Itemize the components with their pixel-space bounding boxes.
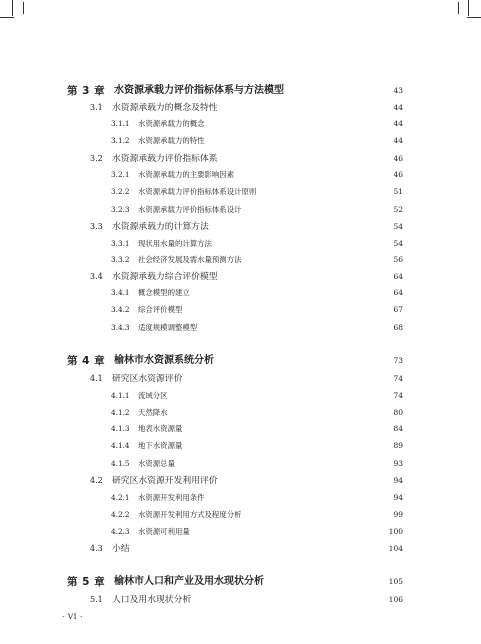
- toc-entry-page-number: 56: [393, 255, 403, 264]
- toc-entry-number: 5.1: [90, 595, 103, 604]
- toc-subsection-entry[interactable]: [0, 421, 481, 437]
- toc-subsection-entry[interactable]: [0, 252, 481, 268]
- toc-entry-number: 3.2: [90, 154, 103, 163]
- toc-section-entry[interactable]: [0, 473, 481, 489]
- toc-entry-number: 3.3.2: [111, 255, 130, 264]
- toc-entry-number: 4.3: [90, 544, 103, 553]
- toc-entry-page-number: 80: [393, 408, 403, 417]
- toc-entry-title: 水资源可利用量: [138, 527, 190, 536]
- toc-entry-number: 3.4.2: [111, 305, 130, 314]
- toc-entry-number: 4.2.3: [111, 527, 130, 536]
- toc-section-entry[interactable]: [0, 592, 481, 608]
- toc-subsection-entry[interactable]: [0, 524, 481, 540]
- toc-entry-title: 榆林市人口和产业及用水现状分析: [114, 576, 264, 587]
- toc-entry-number: 4.2: [90, 476, 103, 485]
- toc-subsection-entry[interactable]: [0, 167, 481, 183]
- toc-entry-title: 水资源承载力的概念: [138, 119, 205, 128]
- toc-entry-number: 4.2.1: [111, 493, 130, 502]
- toc-subsection-entry[interactable]: [0, 202, 481, 218]
- toc-chapter-entry[interactable]: [0, 574, 481, 590]
- toc-subsection-entry[interactable]: [0, 438, 481, 454]
- toc-entry-title: 研究区水资源评价: [112, 374, 183, 384]
- toc-entry-page-number: 105: [388, 577, 403, 586]
- toc-entry-number: 4.1.3: [111, 424, 130, 433]
- toc-entry-title: 水资源承载力的概念及特性: [112, 103, 218, 113]
- toc-entry-title: 社会经济发展及需水量预测方法: [138, 255, 242, 264]
- toc-entry-page-number: 46: [393, 154, 403, 163]
- toc-entry-title: 水资源承载力的主要影响因素: [138, 170, 235, 179]
- toc-entry-number: 3.1.2: [111, 136, 130, 145]
- toc-chapter-entry[interactable]: [0, 83, 481, 99]
- toc-section-entry[interactable]: [0, 151, 481, 167]
- toc-entry-number: 3.1.1: [111, 119, 130, 128]
- toc-entry-title: 综合评价模型: [138, 305, 183, 314]
- toc-entry-page-number: 74: [393, 391, 403, 400]
- toc-entry-title: 水资源开发利用方式及程度分析: [138, 510, 242, 519]
- toc-entry-page-number: 89: [393, 441, 403, 450]
- toc-entry-title: 现状用水量的计算方法: [138, 239, 212, 248]
- toc-entry-page-number: 46: [393, 170, 403, 179]
- toc-entry-number: 3.2.3: [111, 205, 130, 214]
- toc-entry-title: 研究区水资源开发利用评价: [112, 476, 218, 486]
- toc-entry-title: 水资源总量: [138, 459, 175, 468]
- toc-entry-title: 水资源承载力评价指标体系与方法模型: [114, 85, 284, 96]
- toc-entry-page-number: 68: [393, 323, 403, 332]
- toc-subsection-entry[interactable]: [0, 320, 481, 336]
- toc-entry-title: 流域分区: [138, 391, 168, 400]
- toc-entry-title: 地表水资源量: [138, 424, 183, 433]
- toc-entry-page-number: 93: [393, 459, 403, 468]
- toc-entry-number: 3.2.1: [111, 170, 130, 179]
- toc-entry-title: 地下水资源量: [138, 441, 183, 450]
- toc-entry-title: 水资源承载力的计算方法: [112, 222, 209, 232]
- toc-entry-page-number: 54: [393, 239, 403, 248]
- toc-entry-number: 第 5 章: [67, 576, 106, 588]
- toc-entry-number: 4.1.4: [111, 441, 130, 450]
- toc-subsection-entry[interactable]: [0, 405, 481, 421]
- toc-entry-number: 3.4: [90, 272, 103, 281]
- toc-entry-page-number: 64: [393, 288, 403, 297]
- toc-section-entry[interactable]: [0, 100, 481, 116]
- toc-entry-title: 水资源承载力评价指标体系设计原则: [138, 187, 257, 196]
- toc-entry-page-number: 51: [393, 187, 403, 196]
- toc-entry-page-number: 44: [393, 103, 403, 112]
- toc-entry-number: 第 4 章: [67, 355, 106, 367]
- toc-entry-title: 水资源承载力评价指标体系设计: [138, 205, 242, 214]
- toc-entry-number: 4.2.2: [111, 510, 130, 519]
- toc-subsection-entry[interactable]: [0, 490, 481, 506]
- toc-section-entry[interactable]: [0, 541, 481, 557]
- toc-entry-number: 4.1.1: [111, 391, 130, 400]
- toc-entry-number: 3.3.1: [111, 239, 130, 248]
- toc-entry-title: 榆林市水资源系统分析: [114, 355, 214, 366]
- toc-entry-page-number: 54: [393, 222, 403, 231]
- toc-entry-page-number: 44: [393, 136, 403, 145]
- toc-entry-title: 水资源开发利用条件: [138, 493, 205, 502]
- toc-entry-title: 水资源承载力综合评价模型: [112, 272, 218, 282]
- toc-entry-page-number: 67: [393, 305, 403, 314]
- toc-entry-page-number: 43: [393, 86, 403, 95]
- page-number-footer: · VI ·: [62, 612, 83, 621]
- toc-entry-title: 水资源承载力的特性: [138, 136, 205, 145]
- toc-entry-title: 适度规模调整模型: [138, 323, 198, 332]
- toc-entry-page-number: 94: [393, 493, 403, 502]
- toc-chapter-entry[interactable]: [0, 353, 481, 369]
- toc-section-entry[interactable]: [0, 269, 481, 285]
- toc-entry-title: 天然降水: [138, 408, 168, 417]
- toc-subsection-entry[interactable]: [0, 507, 481, 523]
- toc-entry-page-number: 104: [388, 544, 403, 553]
- toc-subsection-entry[interactable]: [0, 184, 481, 200]
- toc-entry-title: 人口及用水现状分析: [112, 595, 192, 605]
- toc-entry-page-number: 106: [388, 595, 403, 604]
- toc-section-entry[interactable]: [0, 219, 481, 235]
- toc-entry-title: 小结: [112, 544, 130, 554]
- toc-entry-page-number: 94: [393, 476, 403, 485]
- toc-entry-number: 4.1.5: [111, 459, 130, 468]
- toc-entry-number: 3.3: [90, 222, 103, 231]
- toc-entry-page-number: 74: [393, 374, 403, 383]
- toc-entry-number: 4.1.2: [111, 408, 130, 417]
- toc-subsection-entry[interactable]: [0, 236, 481, 252]
- toc-entry-page-number: 64: [393, 272, 403, 281]
- toc-entry-number: 3.4.3: [111, 323, 130, 332]
- toc-subsection-entry[interactable]: [0, 116, 481, 132]
- toc-subsection-entry[interactable]: [0, 456, 481, 472]
- toc-entry-title: 水资源承载力评价指标体系: [112, 154, 218, 164]
- toc-entry-number: 4.1: [90, 374, 103, 383]
- toc-entry-page-number: 84: [393, 424, 403, 433]
- toc-entry-page-number: 73: [393, 356, 403, 365]
- toc-entry-page-number: 44: [393, 119, 403, 128]
- toc-entry-number: 3.2.2: [111, 187, 130, 196]
- toc-section-entry[interactable]: [0, 371, 481, 387]
- toc-subsection-entry[interactable]: [0, 388, 481, 404]
- toc-subsection-entry[interactable]: [0, 302, 481, 318]
- toc-entry-page-number: 99: [393, 510, 403, 519]
- toc-entry-page-number: 100: [388, 527, 403, 536]
- toc-entry-page-number: 52: [393, 205, 403, 214]
- toc-subsection-entry[interactable]: [0, 133, 481, 149]
- toc-entry-number: 3.4.1: [111, 288, 130, 297]
- toc-entry-number: 第 3 章: [67, 85, 106, 97]
- toc-entry-title: 概念模型的建立: [138, 288, 190, 297]
- toc-entry-number: 3.1: [90, 103, 103, 112]
- toc-subsection-entry[interactable]: [0, 285, 481, 301]
